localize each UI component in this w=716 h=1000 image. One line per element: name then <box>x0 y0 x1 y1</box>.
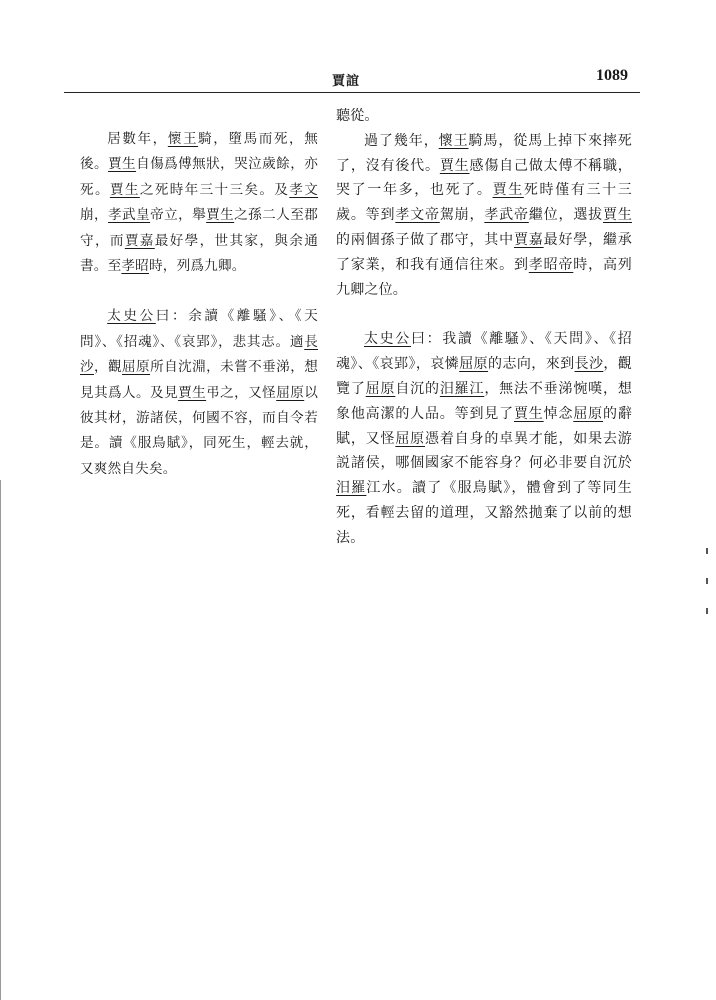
text-run: 自傷爲傅無狀，哭泣歲餘，亦死。 <box>80 156 318 198</box>
text-run: 所自沈淵，未嘗不垂涕，想見其爲人。及見 <box>80 359 318 401</box>
proper-name: 孝文 <box>289 181 319 198</box>
proper-name: 賈嘉 <box>124 232 155 249</box>
proper-name: 賈生 <box>206 207 235 224</box>
proper-name: 賈生 <box>108 156 137 173</box>
text-run: ，觀 <box>94 359 123 376</box>
text-run: 死時僅有三十三歲。等到 <box>336 182 633 224</box>
proper-name: 長沙 <box>80 333 318 376</box>
classical-paragraph-1 <box>80 127 318 279</box>
text-run: 自沉的 <box>395 380 440 397</box>
proper-name: 賈嘉 <box>513 231 544 248</box>
proper-name: 太史公 <box>107 308 156 325</box>
translation-continuation <box>336 104 632 129</box>
proper-name: 屈原 <box>365 380 396 397</box>
text-run: 悼念 <box>543 405 574 422</box>
text-run: 繼位，選拔 <box>528 207 603 224</box>
proper-name: 賈生 <box>109 181 140 198</box>
proper-name: 賈生 <box>492 182 524 199</box>
proper-name: 孝昭 <box>121 258 149 275</box>
text-run: 騎，墮馬而死，無後。 <box>80 131 318 173</box>
text-run: 之孫二人至郡守，而 <box>80 207 319 249</box>
proper-name: 孝武皇 <box>108 207 151 224</box>
proper-name: 孝武帝 <box>484 207 529 224</box>
proper-name: 孝文帝 <box>395 207 440 224</box>
proper-name: 屈原 <box>122 359 151 376</box>
classical-text-column <box>80 127 318 482</box>
proper-name: 長沙 <box>574 356 604 373</box>
text-run: 以彼其材，游諸侯，何國不容，而自令若是。讀《服鳥賦》，同死生，輕去就，又爽然自失矣。 <box>80 384 319 477</box>
proper-name: 賈生 <box>513 405 544 422</box>
translation-paragraph-2 <box>336 327 632 550</box>
text-run: 感傷自己做太傅不稱職，哭了一年多，也死了。 <box>336 157 633 199</box>
classical-paragraph-2 <box>80 304 318 482</box>
text-run: 時，列爲九卿。 <box>148 258 246 275</box>
text-run: 江水。讀了《服鳥賦》，體會到了等同生死，看輕去留的道理，又豁然拋棄了以前的想法。 <box>336 480 632 546</box>
text-run: 曰：余讀《離騷》、《天問》、《招魂》、《哀郢》，悲其志。適 <box>80 308 318 350</box>
text-run: 過了幾年， <box>364 132 439 149</box>
scan-edge-line <box>0 480 1 1000</box>
proper-name: 太史公 <box>364 331 411 348</box>
proper-name: 屈原 <box>276 384 305 401</box>
proper-name: 汨羅江 <box>439 380 485 397</box>
text-run: ，觀覽了 <box>336 356 633 397</box>
proper-name: 懷王 <box>167 131 199 147</box>
header-rule <box>64 92 640 93</box>
text-run: 最好學，世其家，與余通書。至 <box>80 232 319 275</box>
running-head-title: 賈誼 <box>332 74 361 89</box>
text-run: 時，高列九卿之位。 <box>336 256 632 298</box>
text-run: 弔之，又怪 <box>206 384 277 401</box>
proper-name: 屈原 <box>459 356 489 373</box>
translation-column <box>336 104 632 551</box>
proper-name: 懷王 <box>438 132 469 149</box>
text-run: 之死時年三十三矣。及 <box>139 181 290 198</box>
text-run: 的志向，來到 <box>488 356 575 373</box>
text-run: 駕崩， <box>439 207 485 224</box>
proper-name: 汨羅 <box>336 480 367 497</box>
text-run: 曰：我讀《離騷》、《天問》、《招魂》、《哀郢》，哀憐 <box>336 331 632 373</box>
proper-name: 屈原 <box>573 405 603 422</box>
proper-name: 賈生 <box>602 207 633 224</box>
text-run: 最好學，繼承了家業，和我有通信往來。到 <box>336 231 632 273</box>
page-number: 1089 <box>596 67 628 84</box>
text-run: 居數年， <box>107 131 168 147</box>
proper-name: 屈原 <box>395 430 425 447</box>
text-run: ，無法不垂涕惋嘆，想象他高潔的人品。等到見了 <box>336 380 633 422</box>
proper-name: 孝昭帝 <box>528 256 574 273</box>
proper-name: 賈生 <box>178 384 207 401</box>
text-run: 憑着自身的卓異才能，如果去游説諸侯，哪個國家不能容身？何必非要自沉於 <box>336 430 632 472</box>
translation-paragraph-1 <box>336 129 632 303</box>
text-run: 的辭賦，又怪 <box>336 405 633 447</box>
text-run: 聽從。 <box>336 108 379 124</box>
proper-name: 賈生 <box>439 157 470 174</box>
text-run: 騎馬，從馬上掉下來摔死了，沒有後代。 <box>336 132 633 174</box>
text-run: 的兩個孫子做了郡守，其中 <box>336 231 514 248</box>
text-run: 崩， <box>80 207 109 224</box>
scan-edge-marks <box>706 548 710 638</box>
text-run: 帝立，舉 <box>150 207 207 224</box>
